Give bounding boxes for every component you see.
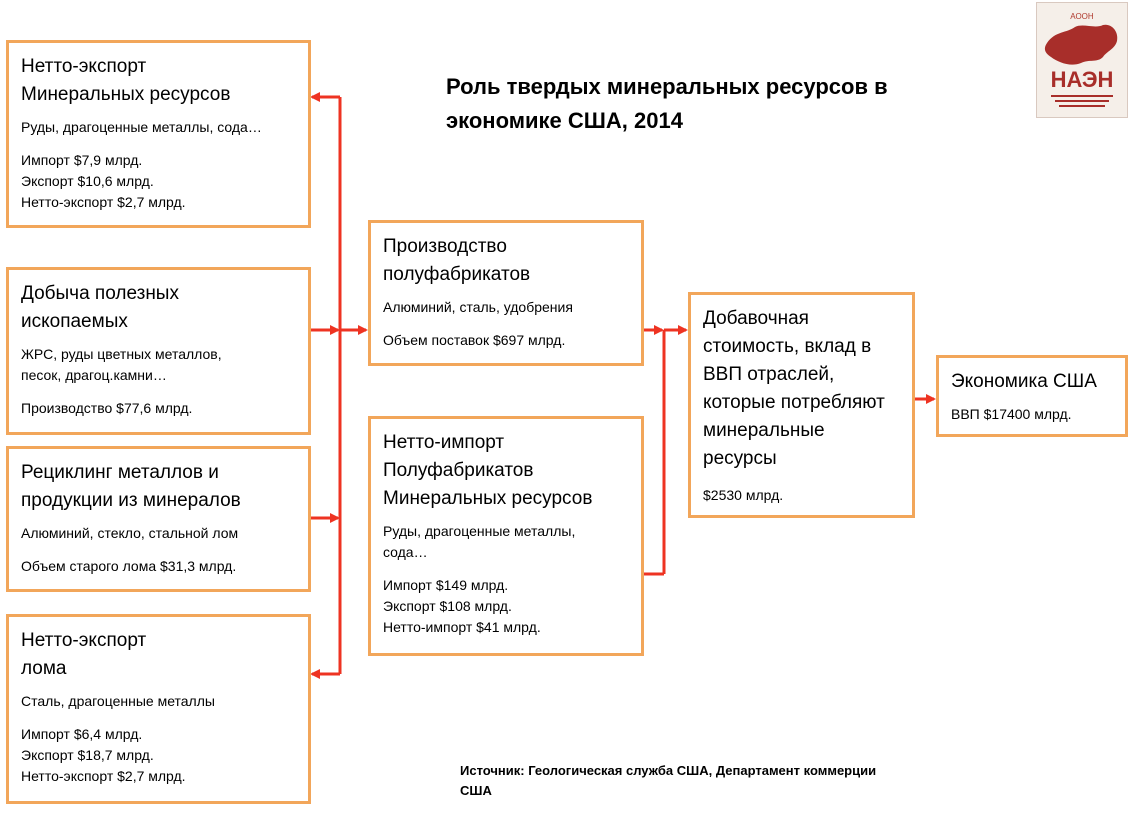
box-net-export-minerals (6, 40, 311, 228)
box-value: Экспорт $108 млрд. (383, 598, 512, 614)
box-description: Алюминий, стекло, стальной лом (21, 525, 239, 541)
box-heading: минеральные (703, 420, 825, 441)
box-value: Объем старого лома $31,3 млрд. (21, 558, 237, 574)
box-heading: которые потребляют (703, 392, 885, 413)
box-value-added (688, 292, 915, 518)
box-description: Руды, драгоценные металлы, сода… (21, 119, 262, 135)
box-value: $2530 млрд. (703, 487, 784, 503)
box-heading: Полуфабрикатов (383, 460, 534, 481)
box-heading: Нетто-экспорт (21, 630, 147, 651)
box-description: Руды, драгоценные металлы, (383, 523, 576, 539)
box-description: сода… (383, 544, 428, 560)
box-net-import-semi (368, 416, 644, 656)
box-value: Импорт $149 млрд. (383, 577, 509, 593)
box-value: Нетто-экспорт $2,7 млрд. (21, 194, 186, 210)
box-heading: ВВП отраслей, (703, 364, 835, 385)
box-value: Экспорт $10,6 млрд. (21, 173, 154, 189)
diagram-title: Роль твердых минеральных ресурсов в экономике США, 2014 (446, 74, 888, 133)
box-heading: Добыча полезных (21, 283, 179, 304)
box-heading: Добавочная (703, 308, 809, 329)
box-heading: продукции из минералов (21, 490, 241, 511)
box-value: ВВП $17400 млрд. (951, 406, 1072, 422)
box-value: Нетто-экспорт $2,7 млрд. (21, 768, 186, 784)
box-heading: Производство (383, 236, 507, 257)
svg-text:НАЭН: НАЭН (1050, 67, 1114, 92)
box-heading: лома (21, 658, 67, 679)
box-value: Объем поставок $697 млрд. (383, 332, 566, 348)
box-heading: ископаемых (21, 311, 128, 332)
source-note: Источник: Геологическая служба США, Департамент коммерции США (460, 763, 877, 798)
box-net-export-scrap (6, 614, 311, 804)
box-heading: Экономика США (951, 371, 1097, 392)
box-value: Нетто-импорт $41 млрд. (383, 619, 541, 635)
box-mining (6, 267, 311, 435)
box-recycling (6, 446, 311, 592)
svg-text:АООН: АООН (1070, 12, 1094, 21)
box-heading: Рециклинг металлов и (21, 462, 219, 483)
box-value: Импорт $6,4 млрд. (21, 726, 143, 742)
box-value: Производство $77,6 млрд. (21, 400, 193, 416)
box-description: песок, драгоц.камни… (21, 367, 167, 383)
box-description: Алюминий, сталь, удобрения (383, 299, 573, 315)
box-value: Импорт $7,9 млрд. (21, 152, 143, 168)
box-us-economy (936, 355, 1128, 437)
box-heading: Нетто-экспорт (21, 56, 147, 77)
box-heading: Нетто-импорт (383, 432, 505, 453)
box-heading: полуфабрикатов (383, 264, 531, 285)
box-heading: Минеральных ресурсов (21, 84, 231, 105)
box-value: Экспорт $18,7 млрд. (21, 747, 154, 763)
box-heading: ресурсы (703, 448, 777, 469)
box-heading: Минеральных ресурсов (383, 488, 593, 509)
box-semi-production (368, 220, 644, 366)
box-description: Сталь, драгоценные металлы (21, 693, 215, 709)
box-description: ЖРС, руды цветных металлов, (21, 346, 222, 362)
box-heading: стоимость, вклад в (703, 336, 872, 357)
